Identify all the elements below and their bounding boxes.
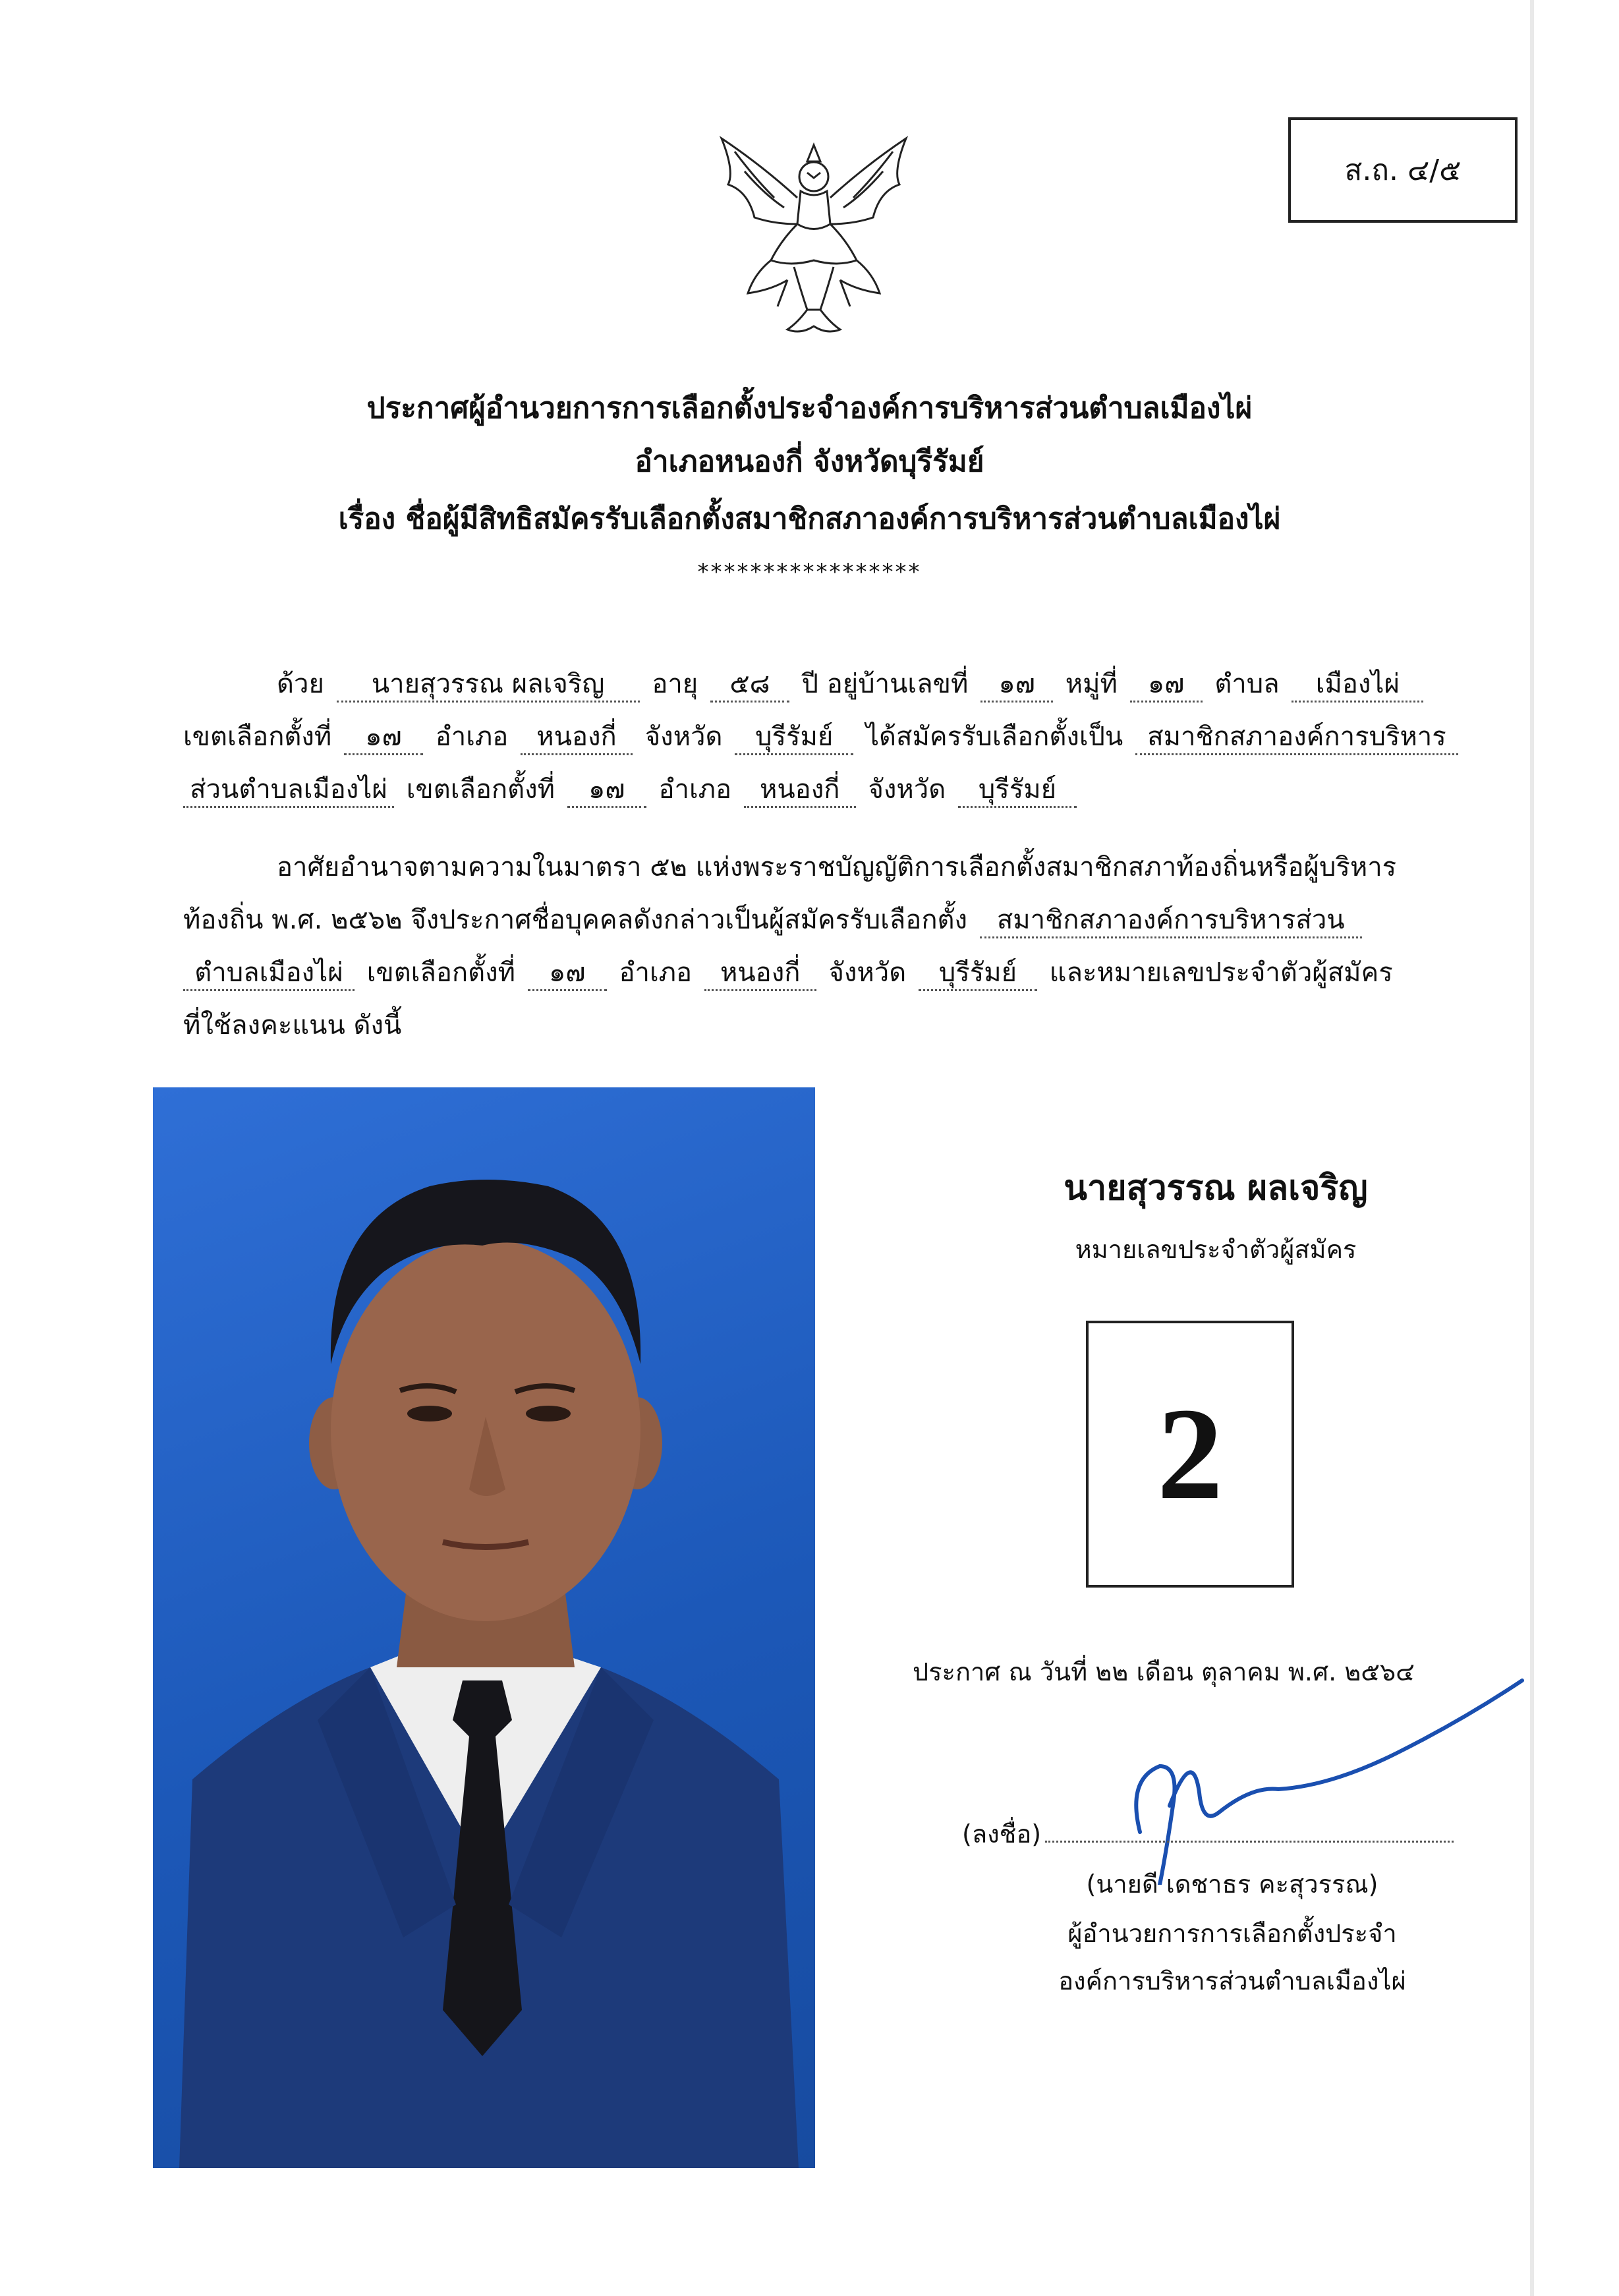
garuda-emblem-icon [708, 125, 919, 353]
candidate-number-label: หมายเลขประจำตัวผู้สมัคร [1075, 1235, 1357, 1264]
text: จังหวัด [828, 958, 907, 988]
para2-line4: ที่ใช้ลงคะแนน ดังนี้ [183, 1010, 402, 1041]
zone-field: ๑๗ [344, 720, 423, 755]
signature-dots [1045, 1841, 1454, 1843]
province-field: บุรีรัมย์ [735, 720, 853, 755]
province-field: บุรีรัมย์ [958, 773, 1077, 808]
text: เขตเลือกตั้งที่ [406, 774, 555, 805]
amphoe-field: หนองกี่ [704, 956, 816, 991]
position-field-cont: ตำบลเมืองไผ่ [183, 956, 355, 991]
text: ปี อยู่บ้านเลขที่ [801, 669, 969, 699]
para1-line2 [183, 718, 1462, 755]
position-field: สมาชิกสภาองค์การบริหารส่วน [980, 904, 1362, 938]
text: หมู่ที่ [1065, 669, 1118, 699]
zone-field: ๑๗ [528, 956, 607, 991]
sign-label: (ลงชื่อ) [962, 1820, 1042, 1849]
text: อายุ [652, 669, 698, 699]
amphoe-field: หนองกี่ [744, 773, 856, 808]
announcement-date: ประกาศ ณ วันที่ ๒๒ เดือน ตุลาคม พ.ศ. ๒๕๖๔ [913, 1657, 1415, 1686]
text: จังหวัด [644, 722, 723, 752]
signer-title-2: องค์การบริหารส่วนตำบลเมืองไผ่ [1058, 1966, 1406, 1995]
text: อำเภอ [435, 722, 509, 752]
text: และหมายเลขประจำตัวผู้สมัคร [1049, 958, 1393, 988]
text: ตำบล [1214, 669, 1280, 699]
tambon-field: เมืองไผ่ [1292, 668, 1423, 703]
province-field: บุรีรัมย์ [919, 956, 1037, 991]
para2-line1: อาศัยอำนาจตามความในมาตรา ๕๒ แห่งพระราชบัญญัติการเลือกตั้งสมาชิกสภาท้องถิ่นหรือผู้บริหาร [277, 852, 1397, 882]
zone-field: ๑๗ [567, 773, 646, 808]
text: ได้สมัครรับเลือกตั้งเป็น [865, 722, 1123, 752]
moo-field: ๑๗ [1130, 668, 1203, 703]
title-line-1: ประกาศผู้อำนวยการการเลือกตั้งประจำองค์การบริหารส่วนตำบลเมืองไผ่ [366, 391, 1253, 425]
form-code-box [1288, 117, 1518, 223]
text: จังหวัด [868, 774, 946, 805]
amphoe-field: หนองกี่ [521, 720, 633, 755]
title-separator: ***************** [697, 559, 922, 585]
signer-title-1: ผู้อำนวยการการเลือกตั้งประจำ [1067, 1919, 1397, 1948]
candidate-name-field: นายสุวรรณ ผลเจริญ [337, 668, 640, 703]
para2-line2 [183, 902, 1366, 938]
text: เขตเลือกตั้งที่ [366, 958, 516, 988]
candidate-name: นายสุวรรณ ผลเจริญ [1064, 1168, 1368, 1208]
candidate-number: 2 [1157, 1381, 1223, 1527]
para2-line3 [183, 954, 1393, 991]
para1-line1 [277, 666, 1427, 703]
signer-name: (นายดี เดชาธร คะสุวรรณ) [1086, 1870, 1378, 1899]
position-field-cont: ส่วนตำบลเมืองไผ่ [183, 773, 394, 808]
text: เขตเลือกตั้งที่ [183, 722, 332, 752]
age-field: ๕๘ [710, 668, 789, 703]
text: ท้องถิ่น พ.ศ. ๒๕๖๒ จึงประกาศชื่อบุคคลดังกล่าวเป็นผู้สมัครรับเลือกตั้ง [183, 905, 968, 935]
title-line-2: อำเภอหนองกี่ จังหวัดบุรีรัมย์ [635, 445, 984, 478]
text: อำเภอ [658, 774, 731, 805]
house-no-field: ๑๗ [980, 668, 1053, 703]
signature-line [962, 1814, 1454, 1854]
position-field: สมาชิกสภาองค์การบริหาร [1135, 720, 1458, 755]
candidate-number-box [1086, 1321, 1294, 1588]
form-code: ส.ถ. ๔/๕ [1344, 154, 1462, 187]
text: ด้วย [277, 669, 324, 699]
title-line-3: เรื่อง ชื่อผู้มีสิทธิสมัครรับเลือกตั้งสมาชิกสภาองค์การบริหารส่วนตำบลเมืองไผ่ [338, 502, 1281, 536]
candidate-photo [153, 1087, 815, 2168]
portrait-illustration [153, 1087, 815, 2168]
text: อำเภอ [619, 958, 692, 988]
page-edge [1530, 0, 1534, 2296]
para1-line3 [183, 771, 1081, 808]
